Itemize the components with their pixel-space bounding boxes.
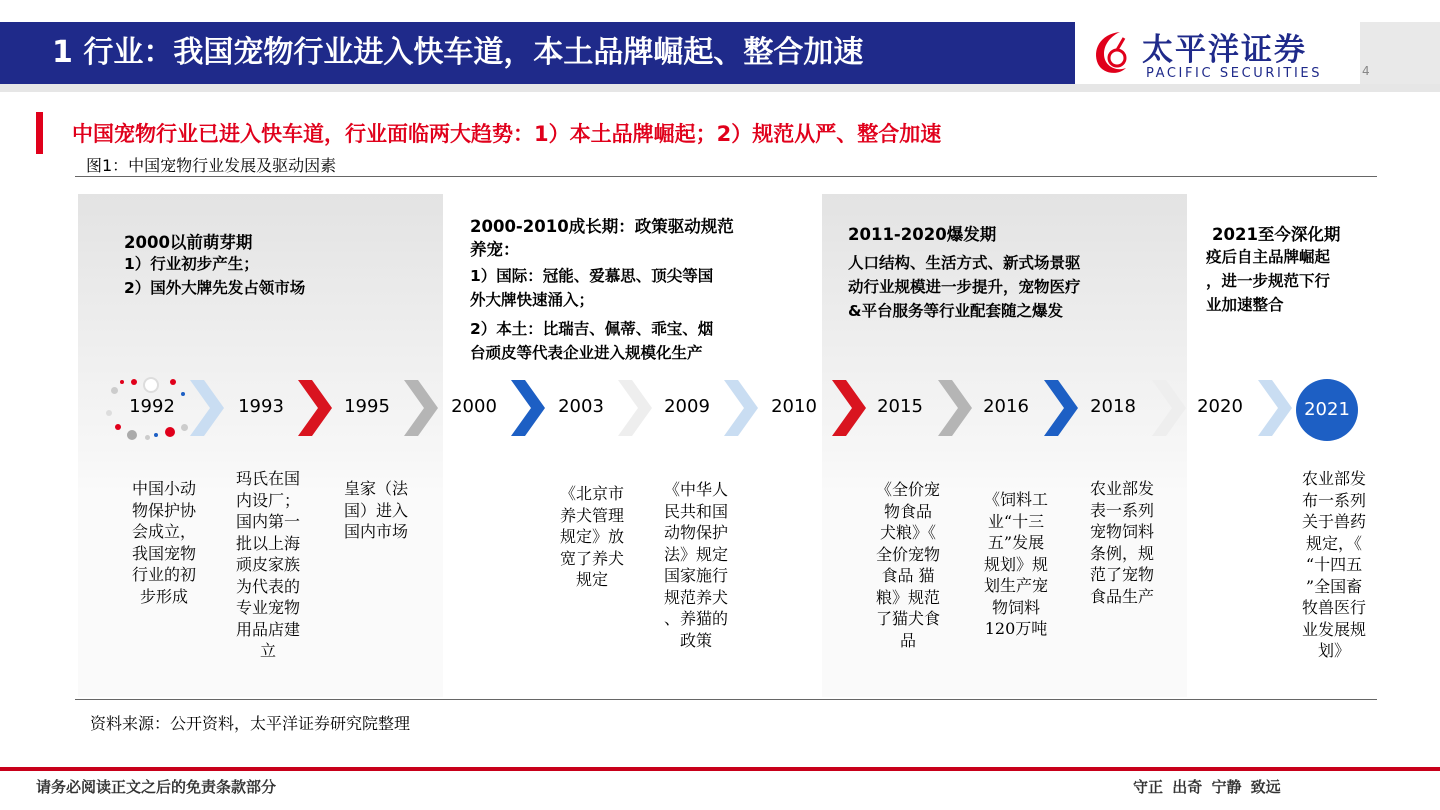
period-2-line: 外大牌快速涌入；: [470, 291, 595, 309]
logo-text-en: PACIFIC SECURITIES: [1146, 66, 1323, 81]
event-1992: [120, 478, 208, 607]
event-line: 粮》规范: [875, 587, 940, 607]
period-2-title: 2000-2010成长期：政策驱动规范: [470, 217, 734, 236]
event-line: 宽了养犬: [559, 548, 624, 568]
event-line: 立: [259, 641, 276, 660]
event-line: 布一系列: [1301, 490, 1366, 510]
event-2018: [1078, 478, 1166, 607]
chevron-right-icon: [404, 380, 438, 436]
event-line: 顽皮家族: [235, 555, 300, 574]
period-4-line: ，进一步规范下行: [1206, 272, 1331, 290]
chevron-right-icon: [298, 380, 332, 436]
header-rule: [0, 84, 1440, 92]
event-line: 政策: [679, 630, 712, 650]
event-line: 步形成: [139, 586, 188, 606]
period-4-line: 业加速整合: [1206, 296, 1284, 314]
event-line: 犬粮》《: [879, 523, 936, 542]
decor-dot: [120, 380, 124, 384]
year-label: 2009: [664, 396, 710, 417]
event-line: 规划》规: [983, 554, 1048, 574]
event-line: 动物保护: [663, 523, 728, 542]
chevron-right-icon: [1044, 380, 1078, 436]
event-line: 法》规定: [663, 544, 728, 564]
figure-top-rule: [75, 176, 1377, 177]
footer-disclaimer: 请务必阅读正文之后的免责条款部分: [36, 778, 277, 796]
footer-motto: 守正 出奇 宁静 致远: [1133, 778, 1281, 796]
chevron-right-icon: [938, 380, 972, 436]
decor-dot: [143, 377, 159, 393]
year-label: 1993: [238, 396, 284, 417]
year-label: 2016: [983, 396, 1029, 417]
event-line: 业发展规: [1301, 619, 1366, 639]
event-line: 规范养犬: [663, 587, 728, 607]
decor-dot: [111, 387, 118, 394]
decor-dot: [131, 379, 137, 385]
year-label: 1995: [344, 396, 390, 417]
event-1993: [224, 468, 312, 662]
period-1-text: [124, 252, 305, 300]
chevron-right-icon: [724, 380, 758, 436]
period-4-line: 疫后自主品牌崛起: [1206, 248, 1331, 266]
event-line: 五”发展: [987, 533, 1045, 552]
event-line: 国内第一: [235, 512, 300, 531]
year-label: 2015: [877, 396, 923, 417]
event-line: 为代表的: [235, 576, 300, 596]
period-2-line: 2）本土：比瑞吉、佩蒂、乖宝、烟: [470, 320, 714, 338]
decor-dot: [145, 435, 150, 440]
period-2-title-line2: 养宠：: [470, 240, 520, 259]
page-title: 1 行业：我国宠物行业进入快车道，本土品牌崛起、整合加速: [52, 35, 864, 70]
year-label: 2000: [451, 396, 497, 417]
event-line: 国内市场: [343, 522, 408, 541]
event-line: 规定》放: [559, 527, 624, 546]
event-line: 农业部发: [1301, 469, 1366, 488]
decor-dot: [181, 424, 188, 431]
period-3-line: 人口结构、生活方式、新式场景驱: [848, 254, 1081, 272]
event-line: 内设厂；: [235, 490, 300, 510]
event-line: 中国小动: [131, 479, 196, 498]
page-number: 4: [1362, 64, 1370, 78]
footer-rule: [0, 767, 1440, 771]
period-1-line: 2）国外大牌先发占领市场: [124, 279, 306, 297]
event-line: 会成立，: [131, 522, 196, 541]
event-line: 关于兽药: [1301, 512, 1366, 531]
year-label: 1992: [129, 396, 175, 417]
year-label: 2003: [558, 396, 604, 417]
chevron-right-icon: [1258, 380, 1292, 436]
year-label: 2018: [1090, 396, 1136, 417]
event-2009: [652, 479, 740, 651]
source-note: 资料来源：公开资料，太平洋证券研究院整理: [90, 714, 411, 733]
period-2-line: 台顽皮等代表企业进入规模化生产: [470, 344, 703, 362]
period-4-title: 2021至今深化期: [1212, 225, 1341, 244]
event-line: 皇家（法: [343, 479, 408, 498]
event-2003: [548, 483, 636, 591]
subtitle-marker: [36, 112, 43, 154]
event-2016: [972, 489, 1060, 640]
pacific-logo-icon: [1090, 28, 1136, 78]
event-line: “十四五: [1305, 555, 1363, 574]
event-line: 120万吨: [984, 619, 1048, 638]
event-line: 、养猫的: [663, 609, 728, 628]
event-line: 我国宠物: [131, 543, 196, 563]
event-line: 玛氏在国: [235, 469, 300, 488]
event-line: 国）进入: [343, 500, 408, 520]
decor-dot: [165, 427, 175, 437]
event-line: 《饲料工: [983, 490, 1048, 509]
chevron-right-icon: [511, 380, 545, 436]
period-1-title: 2000以前萌芽期: [124, 233, 253, 252]
event-1995: [332, 478, 420, 543]
period-1-line: 1）行业初步产生；: [124, 255, 259, 273]
event-line: 食品 猫: [881, 566, 935, 585]
year-label: 2020: [1197, 396, 1243, 417]
period-3-title: 2011-2020爆发期: [848, 225, 997, 244]
period-3-text: [848, 251, 1081, 323]
event-line: 牧兽医行: [1301, 598, 1366, 617]
chevron-right-icon: [190, 380, 224, 436]
period-4-text: [1206, 245, 1330, 317]
period-2-text: [470, 264, 713, 365]
event-line: 规定，《: [1305, 533, 1362, 553]
event-line: 全价宠物: [875, 544, 940, 564]
event-line: 《全价宠: [875, 480, 940, 499]
period-2-line: 1）国际：冠能、爱慕思、顶尖等国: [470, 267, 714, 285]
event-line: 表一系列: [1089, 500, 1154, 520]
figure-caption: 图1：中国宠物行业发展及驱动因素: [86, 156, 337, 175]
decor-dot: [115, 424, 121, 430]
figure-bottom-rule: [75, 699, 1377, 700]
event-line: ”全国畜: [1305, 576, 1363, 596]
event-line: 品: [899, 630, 916, 650]
event-line: 了猫犬食: [875, 609, 940, 628]
period-3-line: &平台服务等行业配套随之爆发: [848, 302, 1064, 320]
event-line: 业“十三: [987, 511, 1045, 531]
event-line: 物饲料: [991, 597, 1040, 617]
decor-dot: [170, 379, 176, 385]
event-line: 养犬管理: [559, 505, 624, 525]
event-line: 规定: [575, 570, 608, 589]
subtitle: 中国宠物行业已进入快车道，行业面临两大趋势：1）本土品牌崛起；2）规范从严、整合加速: [72, 122, 942, 146]
event-2015: [864, 479, 952, 651]
event-line: 物食品: [883, 501, 932, 521]
event-line: 范了宠物: [1089, 565, 1154, 584]
event-2021: [1290, 468, 1378, 662]
event-line: 专业宠物: [235, 598, 300, 617]
event-line: 食品生产: [1089, 586, 1154, 606]
period-3-line: 动行业规模进一步提升，宠物医疗: [848, 278, 1081, 296]
event-line: 条例，规: [1089, 543, 1154, 563]
year-label-current: 2021: [1304, 399, 1350, 420]
event-line: 行业的初: [131, 565, 196, 584]
event-line: 划》: [1317, 641, 1350, 660]
event-line: 批以上海: [235, 533, 300, 553]
event-line: 划生产宠: [983, 576, 1048, 595]
logo-text-cn: 太平洋证券: [1142, 32, 1307, 68]
event-line: 用品店建: [235, 619, 300, 639]
event-line: 《北京市: [559, 484, 624, 503]
chevron-right-icon: [618, 380, 652, 436]
event-line: 民共和国: [663, 501, 728, 521]
chevron-right-icon: [1152, 380, 1186, 436]
year-label: 2010: [771, 396, 817, 417]
event-line: 《中华人: [663, 480, 728, 499]
decor-dot: [127, 430, 137, 440]
event-line: 国家施行: [663, 566, 728, 585]
event-line: 物保护协: [131, 500, 196, 520]
event-line: 宠物饲料: [1089, 522, 1154, 541]
decor-dot: [154, 433, 158, 437]
chevron-right-icon: [832, 380, 866, 436]
event-line: 农业部发: [1089, 479, 1154, 498]
